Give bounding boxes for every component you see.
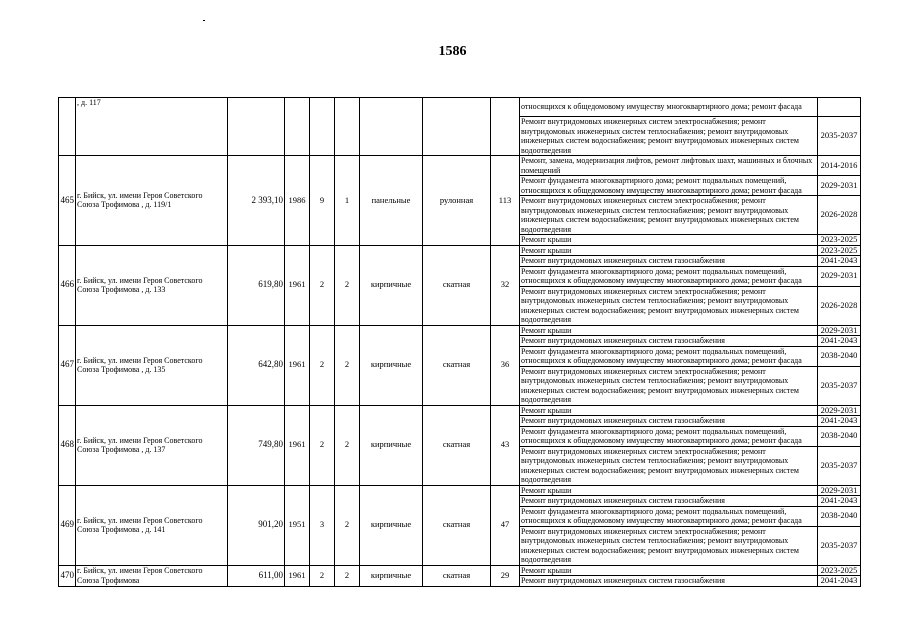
building-wall-material: кирпичные [360, 325, 423, 405]
work-period: 2041-2043 [818, 256, 861, 267]
building-roof-type: скатная [423, 485, 491, 565]
building-year: 1961 [285, 245, 310, 325]
work-description: Ремонт внутридомовых инженерных систем электроснабжения; ремонт внутридомовых инженерных систем теплоснабжения; ремонт внутридомовых инженерных систем водоснабжения; ремонт внутридомовых инженерных систем водоотведения [520, 117, 818, 156]
work-description: Ремонт фундамента многоквартирного дома; ремонт подвальных помещений, относящихся к общедомовому имуществу многоквартирного дома; ремонт фасада [520, 426, 818, 446]
work-description: Ремонт внутридомовых инженерных систем электроснабжения; ремонт внутридомовых инженерных систем теплоснабжения; ремонт внутридомовых инженерных систем водоснабжения; ремонт внутридомовых инженерных систем водоотведения [520, 526, 818, 565]
building-area: 2 393,10 [228, 156, 285, 246]
building-address: г. Бийск, ул. имени Героя Советского Союза Трофимова [76, 565, 228, 586]
page-number: 1586 [438, 44, 467, 59]
work-period: 2041-2043 [818, 496, 861, 507]
building-apartments: 47 [491, 485, 520, 565]
building-area: 749,80 [228, 405, 285, 485]
table-row [59, 156, 861, 176]
building-address: , д. 117 [76, 98, 228, 156]
work-period: 2038-2040 [818, 426, 861, 446]
work-description: Ремонт внутридомовых инженерных систем газоснабжения [520, 576, 818, 587]
table-row [59, 405, 861, 416]
cell-wall [360, 98, 423, 156]
scan-speck [203, 20, 205, 21]
building-roof-type: скатная [423, 565, 491, 586]
building-entrances: 2 [335, 565, 360, 586]
cell-roof [423, 98, 491, 156]
work-period: 2026-2028 [818, 196, 861, 235]
building-number: 467 [59, 325, 76, 405]
work-description: Ремонт внутридомовых инженерных систем газоснабжения [520, 336, 818, 347]
work-description: Ремонт внутридомовых инженерных систем электроснабжения; ремонт внутридомовых инженерных систем теплоснабжения; ремонт внутридомовых инженерных систем водоснабжения; ремонт внутридомовых инженерных систем водоотведения [520, 446, 818, 485]
table-body [59, 98, 861, 587]
work-description: Ремонт крыши [520, 405, 818, 416]
building-entrances: 2 [335, 485, 360, 565]
work-period: 2029-2031 [818, 325, 861, 336]
building-apartments: 32 [491, 245, 520, 325]
building-address: г. Бийск, ул. имени Героя Советского Союза Трофимова , д. 133 [76, 245, 228, 325]
building-roof-type: скатная [423, 245, 491, 325]
building-year: 1961 [285, 565, 310, 586]
work-period: 2035-2037 [818, 446, 861, 485]
building-entrances: 2 [335, 405, 360, 485]
building-wall-material: кирпичные [360, 485, 423, 565]
work-period: 2041-2043 [818, 336, 861, 347]
building-area: 901,20 [228, 485, 285, 565]
building-number: 470 [59, 565, 76, 586]
work-period: 2038-2040 [818, 346, 861, 366]
building-wall-material: кирпичные [360, 565, 423, 586]
building-entrances: 1 [335, 156, 360, 246]
work-description: Ремонт внутридомовых инженерных систем газоснабжения [520, 416, 818, 427]
building-roof-type: скатная [423, 405, 491, 485]
building-roof-type: скатная [423, 325, 491, 405]
work-description: Ремонт внутридомовых инженерных систем газоснабжения [520, 496, 818, 507]
cell-area [228, 98, 285, 156]
work-description: Ремонт внутридомовых инженерных систем электроснабжения; ремонт внутридомовых инженерных систем теплоснабжения; ремонт внутридомовых инженерных систем водоснабжения; ремонт внутридомовых инженерных систем водоотведения [520, 366, 818, 405]
work-description: Ремонт внутридомовых инженерных систем электроснабжения; ремонт внутридомовых инженерных систем теплоснабжения; ремонт внутридомовых инженерных систем водоснабжения; ремонт внутридомовых инженерных систем водоотведения [520, 286, 818, 325]
building-apartments: 113 [491, 156, 520, 246]
building-apartments: 43 [491, 405, 520, 485]
work-description: Ремонт фундамента многоквартирного дома; ремонт подвальных помещений, относящихся к общедомовому имуществу многоквартирного дома; ремонт фасада [520, 176, 818, 196]
work-period: 2038-2040 [818, 506, 861, 526]
work-period: 2041-2043 [818, 576, 861, 587]
building-floors: 2 [310, 325, 335, 405]
building-year: 1961 [285, 405, 310, 485]
building-year: 1986 [285, 156, 310, 246]
table-row [59, 565, 861, 576]
work-period: 2014-2016 [818, 156, 861, 176]
building-entrances: 2 [335, 245, 360, 325]
building-year: 1961 [285, 325, 310, 405]
building-number: 466 [59, 245, 76, 325]
building-apartments: 36 [491, 325, 520, 405]
work-description: Ремонт, замена, модернизация лифтов, ремонт лифтовых шахт, машинных и блочных помещений [520, 156, 818, 176]
work-period: 2029-2031 [818, 405, 861, 416]
work-period: 2026-2028 [818, 286, 861, 325]
work-period: 2029-2031 [818, 266, 861, 286]
work-description: Ремонт крыши [520, 565, 818, 576]
work-period [818, 98, 861, 117]
work-period: 2041-2043 [818, 416, 861, 427]
work-period: 2035-2037 [818, 526, 861, 565]
building-roof-type: рулонная [423, 156, 491, 246]
work-description: Ремонт крыши [520, 325, 818, 336]
work-period: 2023-2025 [818, 245, 861, 256]
building-number: 468 [59, 405, 76, 485]
work-description: Ремонт фундамента многоквартирного дома; ремонт подвальных помещений, относящихся к общедомовому имуществу многоквартирного дома; ремонт фасада [520, 346, 818, 366]
building-wall-material: кирпичные [360, 405, 423, 485]
table-row [59, 245, 861, 256]
work-period: 2023-2025 [818, 565, 861, 576]
building-number: 465 [59, 156, 76, 246]
building-entrances: 2 [335, 325, 360, 405]
work-description: Ремонт внутридомовых инженерных систем газоснабжения [520, 256, 818, 267]
building-floors: 2 [310, 245, 335, 325]
work-period: 2029-2031 [818, 176, 861, 196]
building-floors: 2 [310, 405, 335, 485]
building-address: г. Бийск, ул. имени Героя Советского Союза Трофимова , д. 135 [76, 325, 228, 405]
table-row [59, 325, 861, 336]
building-number: 469 [59, 485, 76, 565]
building-area: 642,80 [228, 325, 285, 405]
building-apartments: 29 [491, 565, 520, 586]
building-wall-material: панельные [360, 156, 423, 246]
cell-entrances [335, 98, 360, 156]
building-floors: 9 [310, 156, 335, 246]
cell-floors [310, 98, 335, 156]
work-period: 2023-2025 [818, 235, 861, 246]
building-area: 619,80 [228, 245, 285, 325]
work-description: Ремонт крыши [520, 245, 818, 256]
building-year: 1951 [285, 485, 310, 565]
cell-year [285, 98, 310, 156]
building-floors: 3 [310, 485, 335, 565]
cell-apartments [491, 98, 520, 156]
building-area: 611,00 [228, 565, 285, 586]
work-description: Ремонт фундамента многоквартирного дома; ремонт подвальных помещений, относящихся к общедомовому имуществу многоквартирного дома; ремонт фасада [520, 506, 818, 526]
work-period: 2029-2031 [818, 485, 861, 496]
building-number [59, 98, 76, 156]
table-row [59, 98, 861, 117]
building-address: г. Бийск, ул. имени Героя Советского Союза Трофимова , д. 141 [76, 485, 228, 565]
work-period: 2035-2037 [818, 117, 861, 156]
work-description: относящихся к общедомовому имуществу многоквартирного дома; ремонт фасада [520, 98, 818, 117]
work-description: Ремонт внутридомовых инженерных систем электроснабжения; ремонт внутридомовых инженерных систем теплоснабжения; ремонт внутридомовых инженерных систем водоснабжения; ремонт внутридомовых инженерных систем водоотведения [520, 196, 818, 235]
building-wall-material: кирпичные [360, 245, 423, 325]
work-description: Ремонт крыши [520, 235, 818, 246]
work-period: 2035-2037 [818, 366, 861, 405]
repair-register-table [58, 97, 861, 587]
building-floors: 2 [310, 565, 335, 586]
work-description: Ремонт крыши [520, 485, 818, 496]
table-row [59, 485, 861, 496]
building-address: г. Бийск, ул. имени Героя Советского Союза Трофимова , д. 137 [76, 405, 228, 485]
building-address: г. Бийск, ул. имени Героя Советского Союза Трофимова , д. 119/1 [76, 156, 228, 246]
work-description: Ремонт фундамента многоквартирного дома; ремонт подвальных помещений, относящихся к общедомовому имуществу многоквартирного дома; ремонт фасада [520, 266, 818, 286]
